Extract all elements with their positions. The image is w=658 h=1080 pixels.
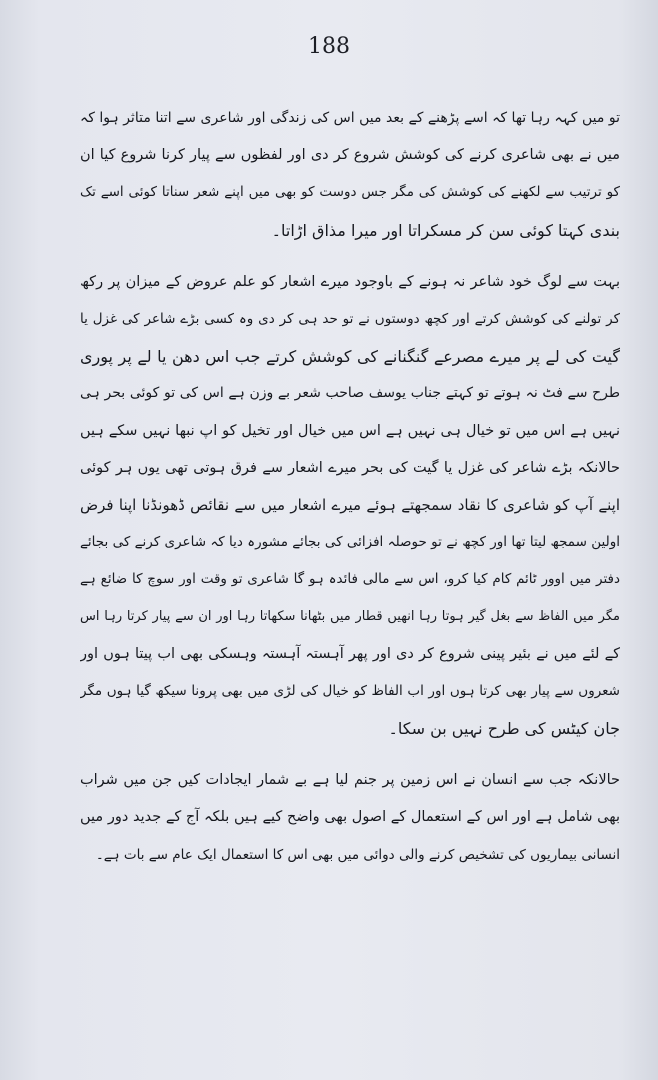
text-line: میں نے بھی شاعری کرنے کی کوشش شروع کر دی اور لفظوں سے پیار کرنا شروع کیا ان [80, 147, 620, 164]
text-line: بندی کہتا کوئی سن کر مسکراتا اور میرا مذاق اڑاتا۔ [271, 220, 620, 240]
text-line: حالانکہ بڑے شاعر کی غزل یا گیت کی بحر میرے اشعار سے فرق ہوتی تھی یوں ہر کوئی [80, 459, 620, 476]
text-line: انسانی بیماریوں کی تشخیص کرنے والی دوائی میں بھی اس کا استعمال ایک عام سے بات ہے۔ [95, 846, 620, 863]
text-line: دفتر میں اوور ٹائم کام کیا کرو، اس سے مالی فائدہ ہو گا شاعری تو وقت اور سوچ کا ضائع ہے [80, 571, 620, 588]
text-line: بھی شامل ہے اور اس کے استعمال کے اصول بھی واضح کیے ہیں بلکہ آج کے جدید دور میں [80, 809, 620, 826]
text-line: کر تولنے کی کوشش کرتے اور کچھ دوستوں نے تو حد ہی کر دی وہ کسی بڑے شاعر کی غزل یا [80, 310, 620, 327]
paragraph-3 [80, 762, 620, 874]
text-line: بہت سے لوگ خود شاعر نہ ہونے کے باوجود میرے اشعار کو علم عروض کے میزان پر رکھ [80, 273, 620, 290]
text-line: حالانکہ جب سے انسان نے اس زمین پر جنم لیا ہے بے شمار ایجادات کیں جن میں شراب [80, 772, 620, 789]
text-line: جان کیٹس کی طرح نہیں بن سکا۔ [388, 719, 620, 738]
text-line: کے لئے میں نے بئیر پینی شروع کر دی اور پھر آہستہ آہستہ وہسکی بھی اب پیتا ہوں اور [80, 645, 620, 662]
body-text [80, 100, 620, 874]
text-line: کو ترتیب سے لکھنے کی کوشش کی مگر جس دوست کو بھی میں اپنے شعر سناتا کوئی اسے تک [80, 184, 620, 201]
text-line: گیت کی لے پر میرے مصرعے گنگنانے کی کوشش کرتے جب اس دھن یا لے پر پوری [80, 347, 620, 367]
text-line: تو میں کہہ رہا تھا کہ اسے پڑھنے کے بعد میں اس کی زندگی اور شاعری سے اتنا متاثر ہوا کہ [80, 110, 620, 126]
text-line: طرح سے فٹ نہ ہوتے تو کہتے جناب یوسف صاحب شعر بے وزن ہے اس کی تو کوئی بحر ہی [80, 385, 620, 402]
text-line: اولین سمجھ لیتا تھا اور کچھ نے تو حوصلہ افزائی کی بجائے مشورہ دیا کہ شاعری کرنے کی بجائے [80, 534, 620, 551]
text-line: مگر میں الفاظ سے بغل گیر ہوتا رہا انھیں قطار میں بٹھانا سکھاتا رہا اور ان سے پیار کرتا رہا اس [80, 609, 620, 625]
text-line: نہیں ہے اس میں تو خیال ہی نہیں ہے اس میں خیال اور تخیل کو اپ نبھا نہیں سکے ہیں [80, 422, 620, 439]
paragraph-1 [80, 100, 620, 249]
text-line: اپنے آپ کو شاعری کا نقاد سمجھتے ہوئے میرے اشعار میں سے نقائص ڈھونڈنا اپنا فرض [80, 495, 620, 514]
text-line: شعروں سے پیار بھی کرتا ہوں اور اب الفاظ کو خیال کی لڑی میں بھی پرونا سیکھ گیا ہوں مگر [80, 682, 620, 699]
paragraph-2 [80, 264, 620, 747]
page-number: 188 [308, 34, 350, 59]
